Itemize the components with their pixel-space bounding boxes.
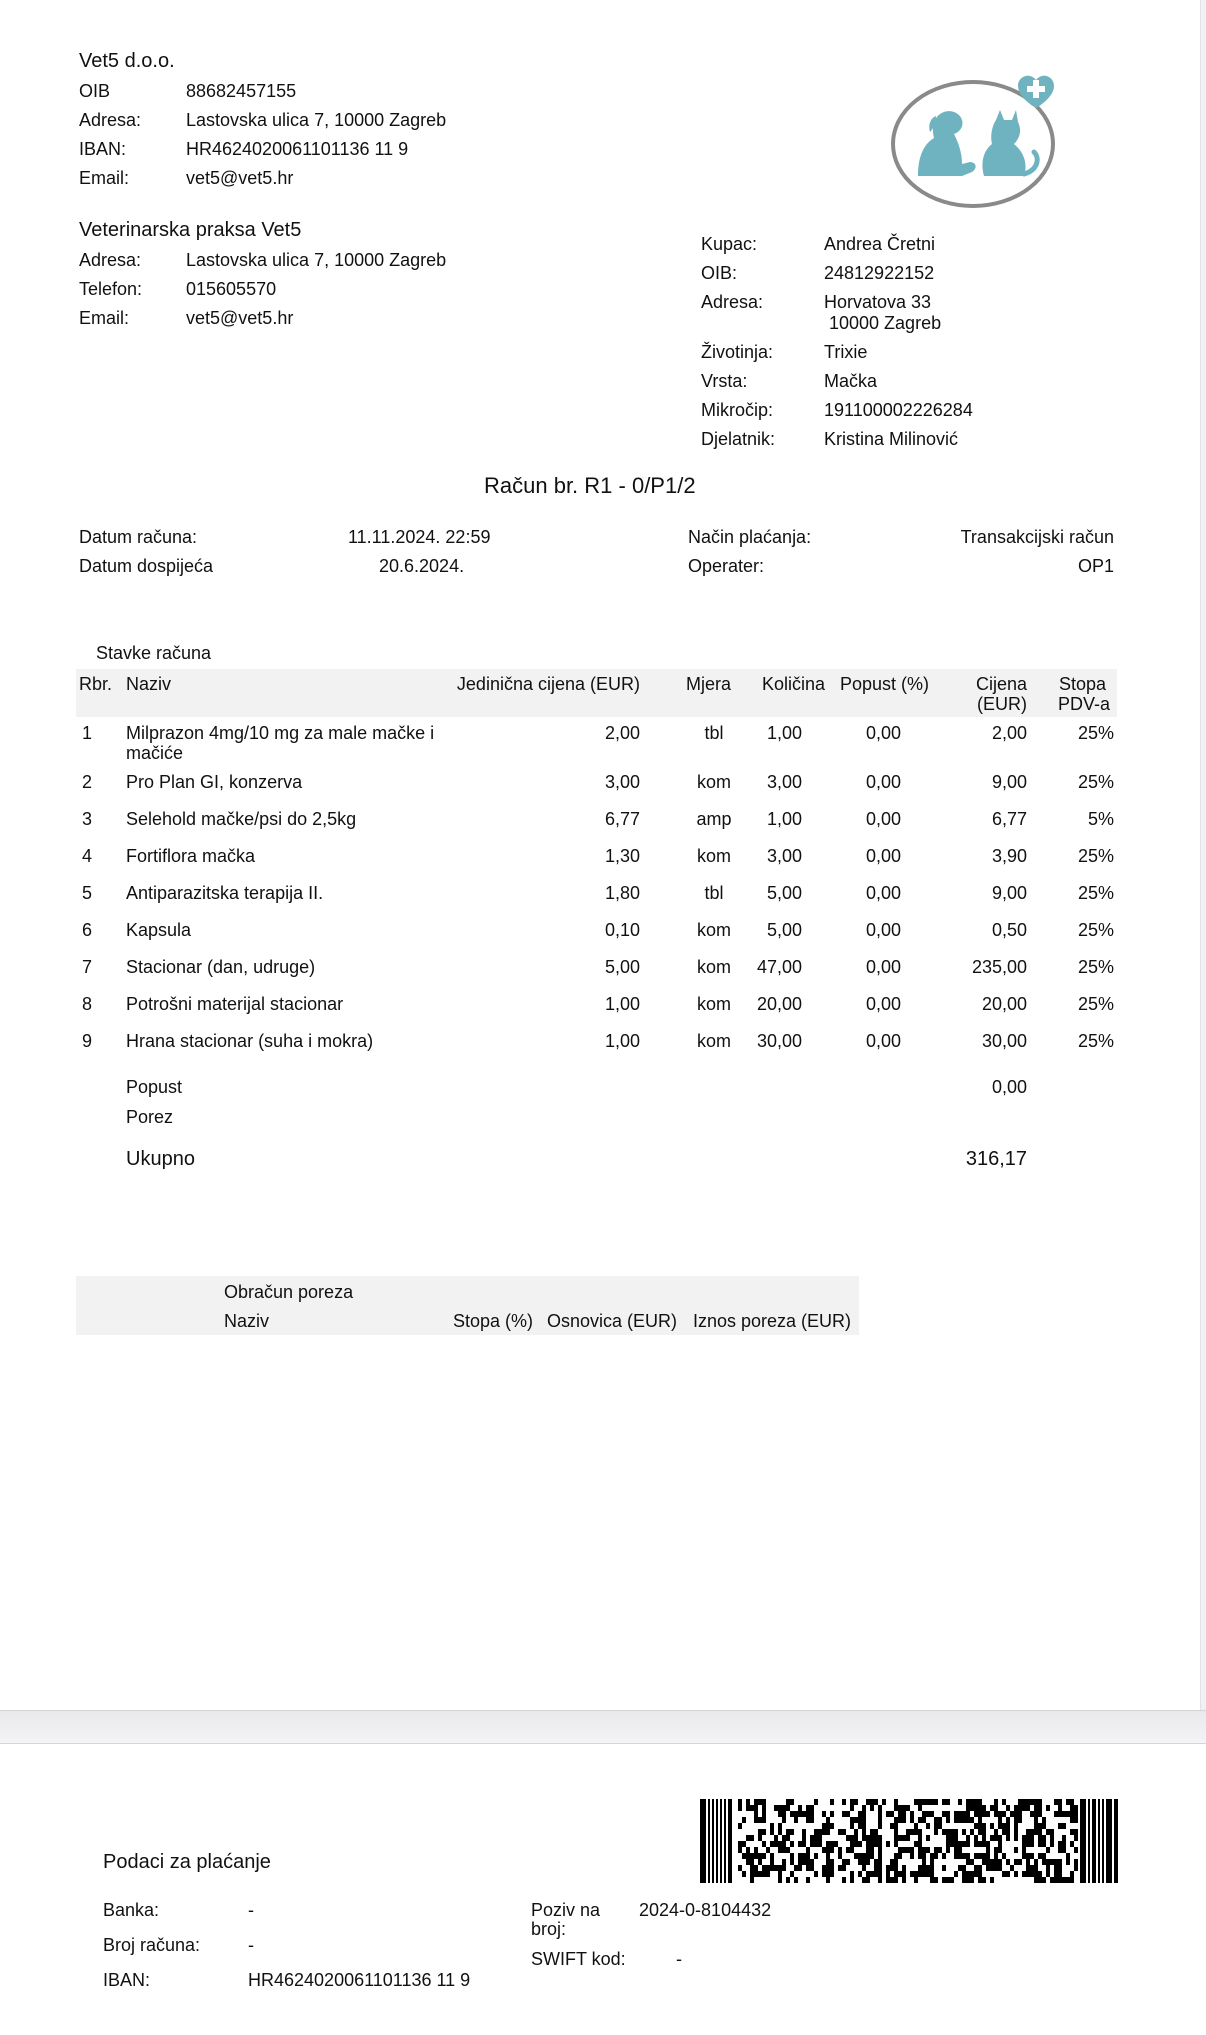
row-quantity: 47,00 (756, 957, 802, 977)
company-iban-value: HR4624020061101136 11 9 (186, 139, 409, 159)
invoice-date-value: 11.11.2024. 22:59 (348, 527, 491, 547)
row-quantity: 1,00 (766, 723, 802, 743)
practice-email-label: Email: (79, 308, 130, 328)
row-quantity: 3,00 (766, 772, 802, 792)
row-name: Fortiflora mačka (126, 846, 256, 866)
row-unit-price: 1,00 (604, 994, 640, 1014)
row-name: Selehold mačke/psi do 2,5kg (126, 809, 357, 829)
practice-address-label: Adresa: (79, 250, 142, 270)
tax-col-base: Osnovica (EUR) (547, 1311, 678, 1331)
col-price-unit: (EUR) (977, 694, 1027, 714)
invoice-due-value: 20.6.2024. (379, 556, 465, 576)
company-iban-label: IBAN: (79, 139, 127, 159)
items-section-title: Stavke računa (96, 643, 212, 663)
row-quantity: 5,00 (766, 920, 802, 940)
row-vat: 25% (1077, 883, 1114, 903)
customer-species-value: Mačka (824, 371, 878, 391)
customer-animal-value: Trixie (824, 342, 868, 362)
company-address-label: Adresa: (79, 110, 142, 130)
row-unit-price: 1,00 (604, 1031, 640, 1051)
customer-oib-value: 24812922152 (824, 263, 935, 283)
row-unit: kom (696, 846, 731, 866)
invoice-title: Račun br. R1 - 0/P1/2 (484, 473, 696, 498)
row-unit: kom (696, 920, 731, 940)
vet-logo-icon (888, 66, 1060, 214)
row-name-continued: mačiće (126, 743, 184, 763)
col-unit: Mjera (686, 674, 732, 694)
account-value: - (248, 1935, 254, 1955)
swift-label: SWIFT kod: (531, 1949, 626, 1969)
row-discount: 0,00 (865, 809, 901, 829)
row-number: 2 (81, 772, 92, 792)
row-unit: kom (696, 957, 731, 977)
row-name: Stacionar (dan, udruge) (126, 957, 316, 977)
row-number: 7 (81, 957, 92, 977)
row-unit: kom (696, 994, 731, 1014)
row-price: 20,00 (981, 994, 1027, 1014)
row-discount: 0,00 (865, 920, 901, 940)
row-name: Milprazon 4mg/10 mg za male mačke i (126, 723, 435, 743)
row-vat: 25% (1077, 920, 1114, 940)
customer-kupac-value: Andrea Čretni (824, 234, 936, 254)
row-number: 6 (81, 920, 92, 940)
row-discount: 0,00 (865, 1031, 901, 1051)
reference-label-2: broj: (531, 1919, 567, 1939)
row-unit: tbl (704, 883, 724, 903)
col-quantity: Količina (762, 674, 826, 694)
row-name: Kapsula (126, 920, 192, 940)
practice-email-value: vet5@vet5.hr (186, 308, 294, 328)
row-number: 3 (81, 809, 92, 829)
row-vat: 25% (1077, 1031, 1114, 1051)
customer-microchip-label: Mikročip: (701, 400, 774, 420)
company-email-label: Email: (79, 168, 130, 188)
col-rbr: Rbr. (79, 674, 113, 694)
iban-label: IBAN: (103, 1970, 151, 1990)
row-name: Pro Plan GI, konzerva (126, 772, 303, 792)
practice-phone-value: 015605570 (186, 279, 277, 299)
reference-label: Poziv na (531, 1900, 601, 1920)
row-name: Hrana stacionar (suha i mokra) (126, 1031, 374, 1051)
customer-kupac-label: Kupac: (701, 234, 758, 254)
discount-total-label: Popust (126, 1077, 183, 1097)
company-oib-value: 88682457155 (186, 81, 297, 101)
row-name: Antiparazitska terapija II. (126, 883, 324, 903)
tax-section-title: Obračun poreza (224, 1282, 354, 1302)
col-naziv: Naziv (126, 674, 172, 694)
tax-col-name: Naziv (224, 1311, 270, 1331)
payment-method-value: Transakcijski račun (960, 527, 1114, 547)
tax-total-label: Porez (126, 1107, 174, 1127)
customer-oib-label: OIB: (701, 263, 738, 283)
payment-method-label: Način plaćanja: (688, 527, 812, 547)
row-quantity: 30,00 (756, 1031, 802, 1051)
col-price: Cijena (975, 674, 1027, 694)
row-price: 235,00 (971, 957, 1027, 977)
invoice-date-label: Datum računa: (79, 527, 198, 547)
operator-label: Operater: (688, 556, 765, 576)
invoice-page-2 (0, 1745, 1206, 2035)
customer-employee-label: Djelatnik: (701, 429, 776, 449)
practice-name: Veterinarska praksa Vet5 (79, 219, 302, 241)
row-discount: 0,00 (865, 772, 901, 792)
row-number: 1 (81, 723, 92, 743)
row-unit-price: 1,80 (604, 883, 640, 903)
row-unit-price: 6,77 (604, 809, 640, 829)
row-price: 6,77 (991, 809, 1027, 829)
row-discount: 0,00 (865, 994, 901, 1014)
row-vat: 5% (1087, 809, 1114, 829)
row-discount: 0,00 (865, 846, 901, 866)
reference-value: 2024-0-8104432 (639, 1900, 772, 1920)
company-name: Vet5 d.o.o. (79, 50, 175, 72)
row-unit: kom (696, 772, 731, 792)
customer-employee-value: Kristina Milinović (824, 429, 959, 449)
customer-address-label: Adresa: (701, 292, 764, 312)
row-price: 0,50 (991, 920, 1027, 940)
col-vat: Stopa (1059, 674, 1107, 694)
discount-total-value: 0,00 (991, 1077, 1027, 1097)
barcode-icon (700, 1799, 1118, 1883)
row-discount: 0,00 (865, 883, 901, 903)
row-unit: kom (696, 1031, 731, 1051)
company-address-value: Lastovska ulica 7, 10000 Zagreb (186, 110, 447, 130)
row-unit-price: 2,00 (604, 723, 640, 743)
page-break (0, 1710, 1206, 1744)
tax-col-rate: Stopa (%) (453, 1311, 534, 1331)
row-unit: amp (696, 809, 732, 829)
practice-address-value: Lastovska ulica 7, 10000 Zagreb (186, 250, 447, 270)
operator-value: OP1 (1077, 556, 1114, 576)
row-discount: 0,00 (865, 723, 901, 743)
row-price: 9,00 (991, 883, 1027, 903)
row-vat: 25% (1077, 957, 1114, 977)
row-quantity: 3,00 (766, 846, 802, 866)
row-vat: 25% (1077, 772, 1114, 792)
col-discount: Popust (%) (840, 674, 930, 694)
row-number: 8 (81, 994, 92, 1014)
tax-col-amount: Iznos poreza (EUR) (693, 1311, 852, 1331)
company-email-value: vet5@vet5.hr (186, 168, 294, 188)
customer-address-line2: 10000 Zagreb (829, 313, 942, 333)
row-unit-price: 3,00 (604, 772, 640, 792)
row-vat: 25% (1077, 846, 1114, 866)
row-number: 4 (81, 846, 92, 866)
row-quantity: 20,00 (756, 994, 802, 1014)
row-vat: 25% (1077, 994, 1114, 1014)
row-number: 5 (81, 883, 92, 903)
row-quantity: 5,00 (766, 883, 802, 903)
bank-value: - (248, 1900, 254, 1920)
customer-address-line1: Horvatova 33 (824, 292, 932, 312)
company-oib-label: OIB (79, 81, 111, 101)
row-price: 2,00 (991, 723, 1027, 743)
row-unit: tbl (704, 723, 724, 743)
payment-title: Podaci za plaćanje (103, 1851, 271, 1873)
grand-total-label: Ukupno (126, 1148, 195, 1170)
customer-animal-label: Životinja: (701, 342, 774, 362)
swift-value: - (676, 1949, 682, 1969)
row-discount: 0,00 (865, 957, 901, 977)
row-name: Potrošni materijal stacionar (126, 994, 344, 1014)
customer-microchip-value: 191100002226284 (824, 400, 973, 420)
row-number: 9 (81, 1031, 92, 1051)
practice-phone-label: Telefon: (79, 279, 143, 299)
col-unit-price: Jedinična cijena (EUR) (456, 674, 640, 694)
account-label: Broj računa: (103, 1935, 201, 1955)
col-vat-2: PDV-a (1058, 694, 1111, 714)
row-price: 9,00 (991, 772, 1027, 792)
row-unit-price: 5,00 (604, 957, 640, 977)
customer-species-label: Vrsta: (701, 371, 748, 391)
row-quantity: 1,00 (766, 809, 802, 829)
bank-label: Banka: (103, 1900, 160, 1920)
page-edge (1200, 0, 1206, 1710)
row-vat: 25% (1077, 723, 1114, 743)
row-unit-price: 0,10 (604, 920, 640, 940)
row-price: 3,90 (991, 846, 1027, 866)
invoice-due-label: Datum dospijeća (79, 556, 214, 576)
grand-total-value: 316,17 (965, 1148, 1027, 1170)
iban-value: HR4624020061101136 11 9 (248, 1970, 471, 1990)
row-price: 30,00 (981, 1031, 1027, 1051)
row-unit-price: 1,30 (604, 846, 640, 866)
